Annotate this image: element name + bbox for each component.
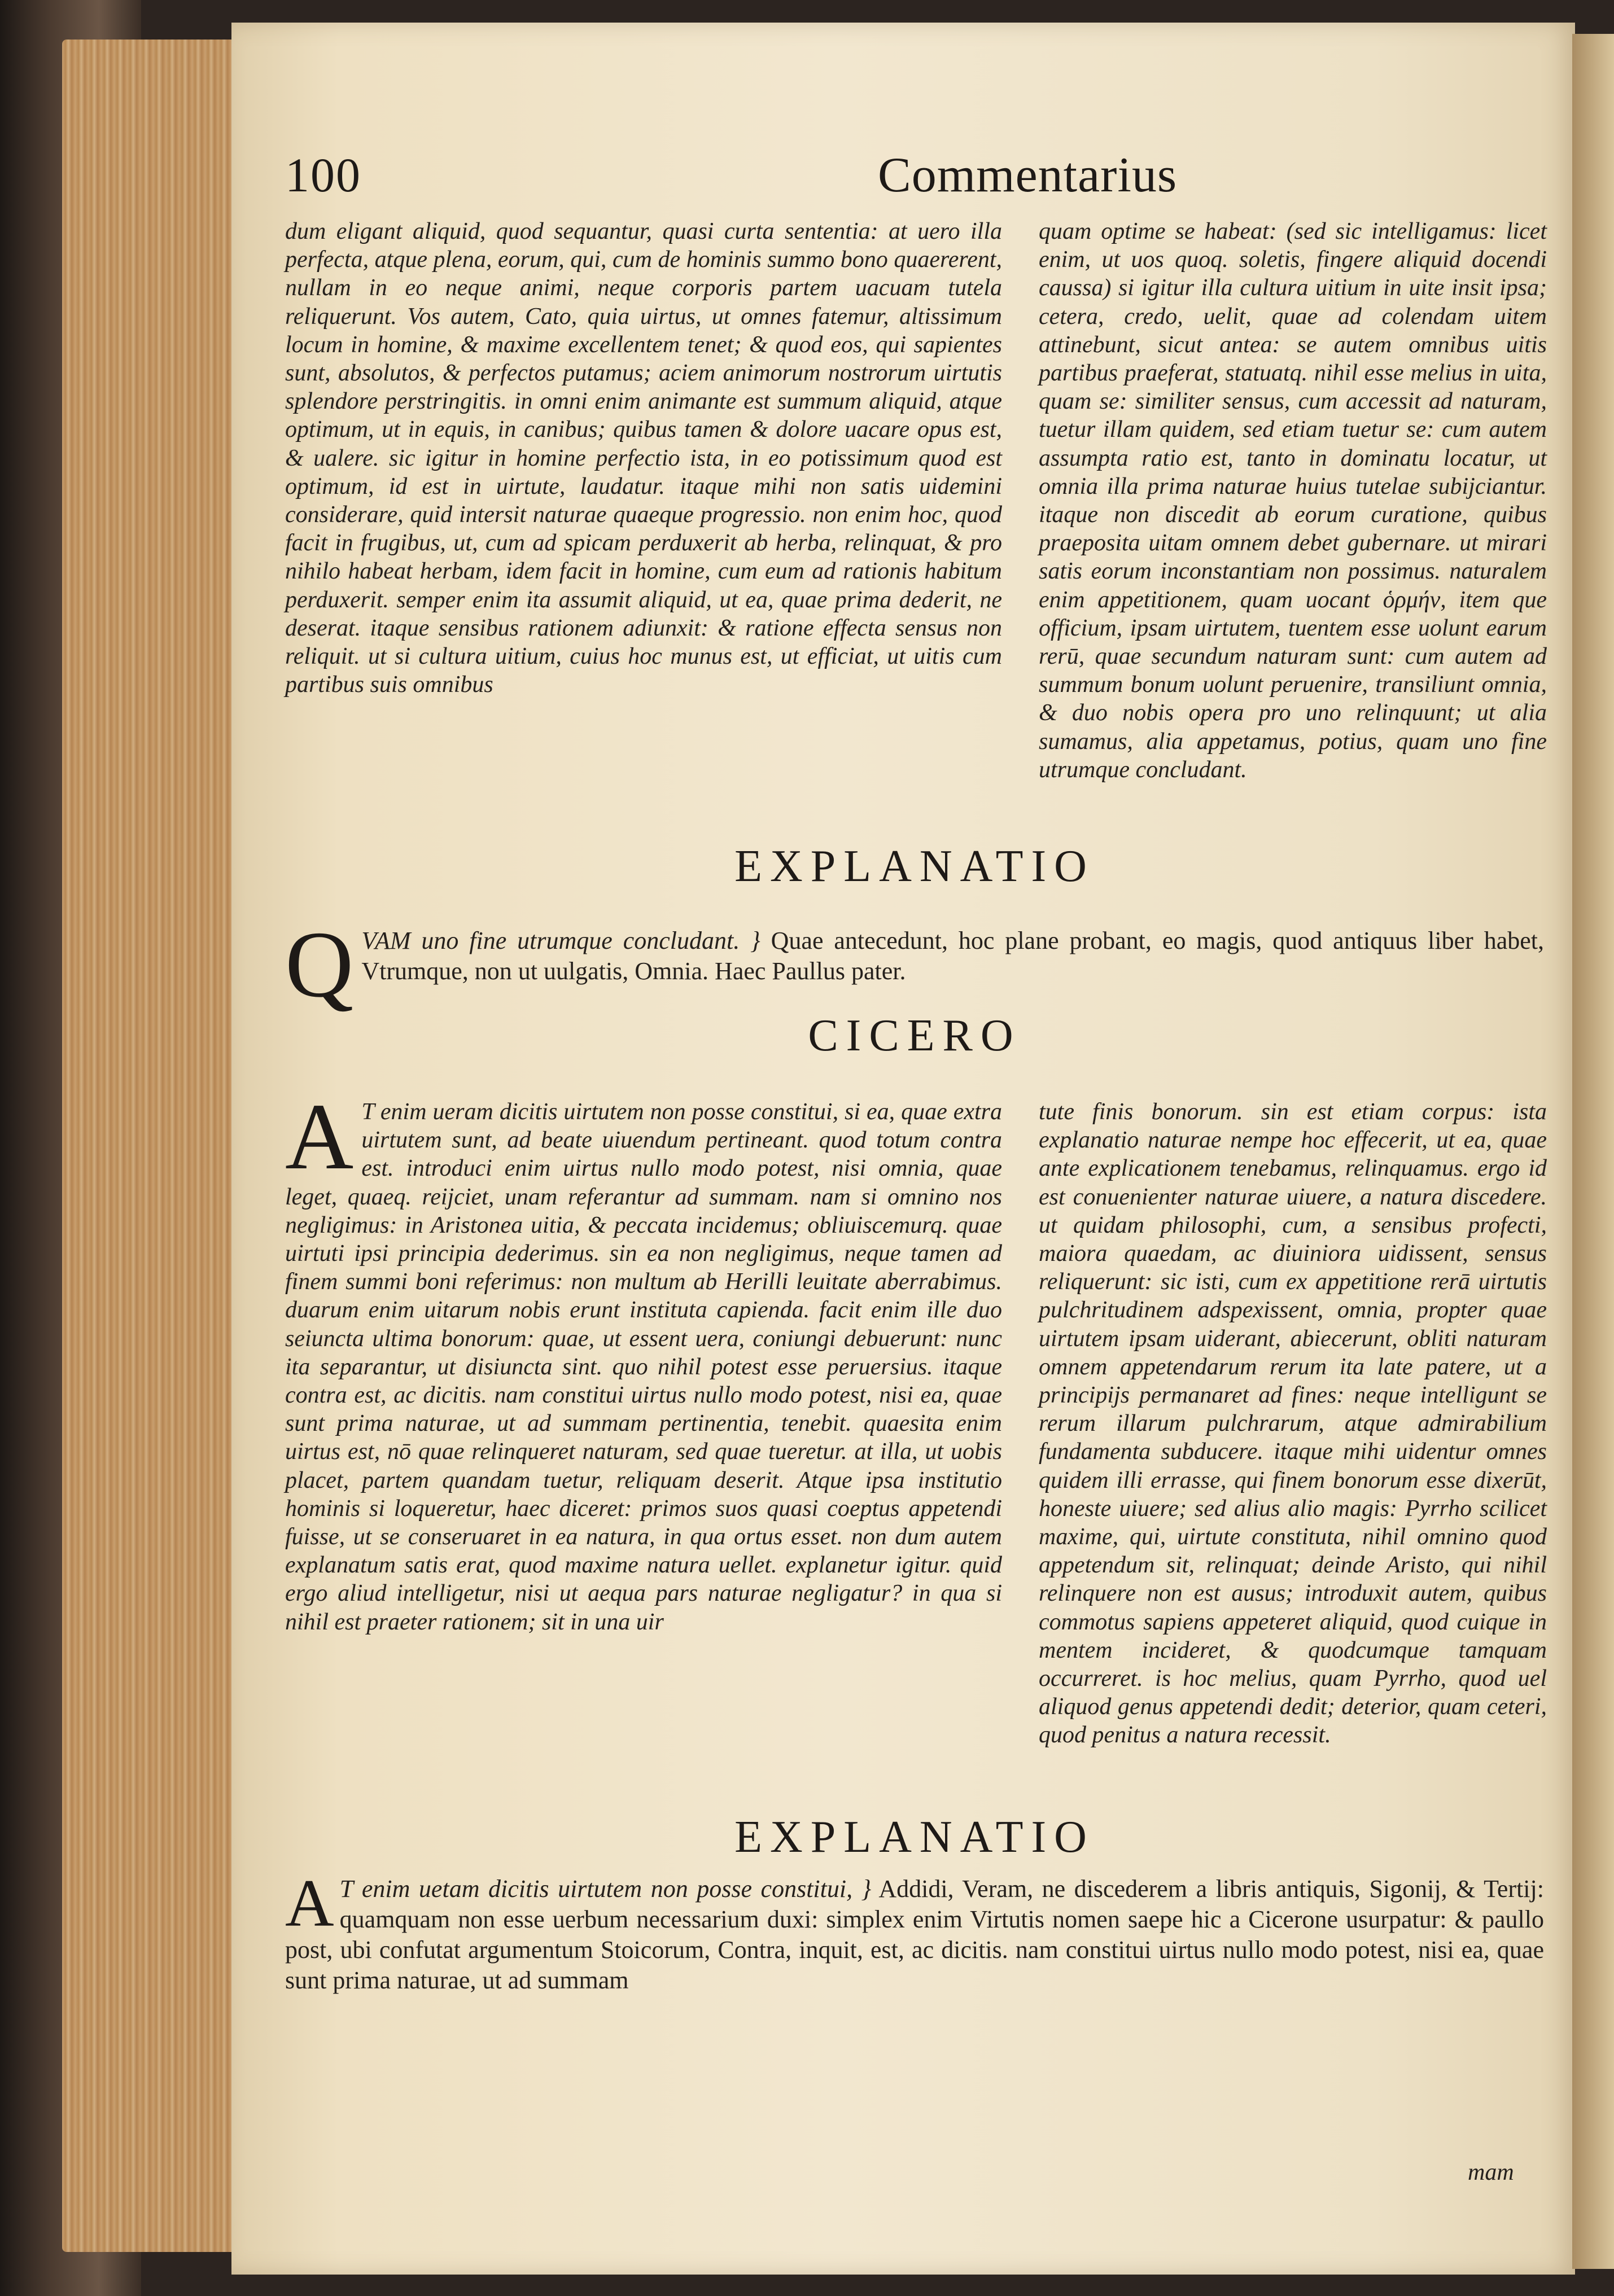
cicero-middle-right-column [1039,1098,1547,1750]
note-text: Quae antecedunt, hoc plane probant, eo magis, quod antiquus liber habet, Vtrumque, non ut uulgatis, Omnia. Haec Paullus pater. [361,927,1545,985]
catchword: mam [1468,2159,1514,2185]
commentary-note [285,912,1545,1017]
section-heading: EXPLANATIO [734,1812,1095,1862]
drop-cap: A [285,1865,334,1940]
fore-edge [62,40,243,2252]
facing-page-edge [1572,34,1614,2269]
lemma: T enim uetam dicitis uirtutem non posse constitui, } [339,1875,872,1903]
section-heading: CICERO [808,1011,1021,1061]
drop-cap: A [285,1084,354,1189]
section-heading: EXPLANATIO [734,842,1095,891]
body-text: quam optime se habeat: (sed sic intelligamus: licet enim, ut uos quoq. soletis, fingere aliquid docendi caussa) si igitur illa cultura uitium in uite insit ipsa; cetera, credo, uelit, quae ad colendam uitem attinebunt, sicut antea: se autem omnibus uitis partibus praeferat, statuatq. nihil esse melius in uita, quam se: similiter sensus, cum accessit ad naturam, tuetur illam quidem, sed etiam tuetur se: cum autem assumpta ratio est, tanto in dominatu locatur, ut omnia illa prima naturae huius tutelae subijciantur. itaque non discedit ab eorum curatione, quibus praeposita uitam omnem debet gubernare. ut mirari satis eorum inconstantiam non possimus. naturalem enim appetitionem, quam uocant ὁρμήν, item que officium, ipsam uirtutem, tuentem esse uolunt earum rerū, quae secundum naturam sunt: cum autem ad summum bonum uolunt peruenire, transiliunt omnia, & duo nobis opera pro uno relinquunt; ut alia sumamus, alia appetamus, potius, quam uno fine utrumque concludant. [1039,218,1547,783]
page-number: 100 [285,148,361,202]
body-text: dum eligant aliquid, quod sequantur, quasi curta sententia: at uero illa perfecta, atque plena, eorum, qui, cum de hominis summo bono quaererent, nullam in eo neque animi, neque corporis partem uacuam tutela reliquerunt. Vos autem, Cato, quia uirtus, ut omnes fatemur, altissimum locum in homine, & maxime excellentem tenet; & quod eos, qui sapientes sunt, absolutos, & perfectos putamus; aciem animorum nostrorum uirtutis splendore perstringitis. in omni enim animante est summum aliquid, atque optimum, ut in equis, in canibus; quibus tamen & dolore uacare opus est, & ualere. sic igitur in homine perfectio ista, in eo potissimum quod est optimum, id est in uirtute, laudatur. itaque mihi non satis uidemini considerare, quid intersit naturae quaeque progressio. non enim hoc, quod facit in frugibus, ut, cum ad spicam perduxerit ab herba, relinquat, & pro nihilo habeat herbam, idem facit in homine, cum eum ad rationis habitum perduxerit. semper enim ita assumit aliquid, ut ea, quae prima dederit, ne deserat. itaque sensibus rationem adiunxit: & ratione effecta sensus non reliquit. ut si cultura uitium, cuius hoc munus est, ut efficiat, ut uitis cum partibus suis omnibus [285,218,1002,698]
commentary-note [285,1865,1544,1996]
running-title: Commentarius [878,148,1178,203]
lemma: VAM uno fine utrumque concludant. } [361,927,760,954]
body-text: tute finis bonorum. sin est etiam corpus: ista explanatio naturae nempe hoc effecerit, ut ea, quae ante explicationem tenebamus, relinquamus. ergo id est conuenienter naturae uiuere, a natura discedere. ut quidam philosophi, cum, a sensibus profecti, maiora quaedam, ac diuiniora uidissent, sensus reliquerunt: sic isti, cum ex appetitione rerā uirtutis pulchritudinem adspexissent, omnia, propter quae uirtutem ipsam uiderant, abiecerunt, obliti naturam omnem appetendarum rerum ita late patere, ut a principijs permanaret ad fines: neque intelligunt se rerum illarum pulchrarum, atque admirabilium fundamenta subducere. itaque mihi uidentur omnes quidem illi errasse, qui finem bonorum esse dixerūt, honeste uiuere; sed alius alio magis: Pyrrho scilicet maxime, qui, uirtute constituta, nihil omnino quod appetendum sit, relinquat; deinde Aristo, qui nihil relinquere non est ausus; introduxit autem, quibus commotus sapiens appeteret aliquid, quod cuique in mentem incideret, & quodcumque tamquam occurreret. is hoc melius, quam Pyrrho, quod uel aliquod genus appetendi dedit; deterior, quam ceteri, quod penitus a natura recessit. [1039,1099,1547,1749]
note-text: Addidi, Veram, ne discederem a libris antiquis, Sigonij, & Tertij: quamquam non esse uerbum necessarium duxi: simplex enim Virtutis nomen saepe hic a Cicerone usurpatur: & paullo post, ubi confutat argumentum Stoicorum, Contra, inquit, est, ac dicitis. nam constitui uirtus nullo modo potest, nisi ea, quae sunt prima naturae, ut ad summam [285,1875,1544,1994]
drop-cap: Q [285,912,354,1017]
running-header [285,147,1527,209]
cicero-middle-left-column [285,1084,1002,1636]
cicero-top-right-column [1039,217,1547,784]
body-text: T enim ueram dicitis uirtutem non posse constitui, si ea, quae extra uirtutem sunt, ad beate uiuendum pertineant. quod totum contra est. introduci enim uirtus nullo modo potest, nisi omnia, quae leget, quaeq. reijciet, unam referantur ad summam. nam si omnino nos negligimus: in Aristonea uitia, & peccata incidemus; obliuiscemurq. quae uirtuti ipsi principia dederimus. sin ea non negligimus, neque tamen ad finem summi boni referimus: non multum ab Herilli leuitate aberrabimus. duarum enim uitarum nobis erunt instituta capienda. facit enim ille duo seiuncta ultima bonorum: quae, ut essent uera, coniungi debuerunt: nunc ita separantur, ut disiuncta sint. quo nihil potest esse peruersius. itaque contra est, ac dicitis. nam constitui uirtus nullo modo potest, nisi ea, quae sunt prima naturae, ut ad summam pertinentia, tenebit. quaesita enim uirtus est, nō quae relinqueret naturam, sed quae tueretur. at illa, ut uobis placet, partem quandam tuetur, reliquam deserit. Atque ipsa institutio hominis si loqueretur, haec diceret: primos suos quasi coeptus appetendi fuisse, ut se conseruaret in ea natura, in qua ortus esset. non dum autem explanatum satis erat, quod maxime natura uellet. explanetur igitur. quid ergo aliud intelligetur, nisi ut aequa pars naturae negligatur? in qua si nihil est praeter rationem; sit in una uir [285,1099,1002,1635]
cicero-top-left-column [285,217,1002,699]
